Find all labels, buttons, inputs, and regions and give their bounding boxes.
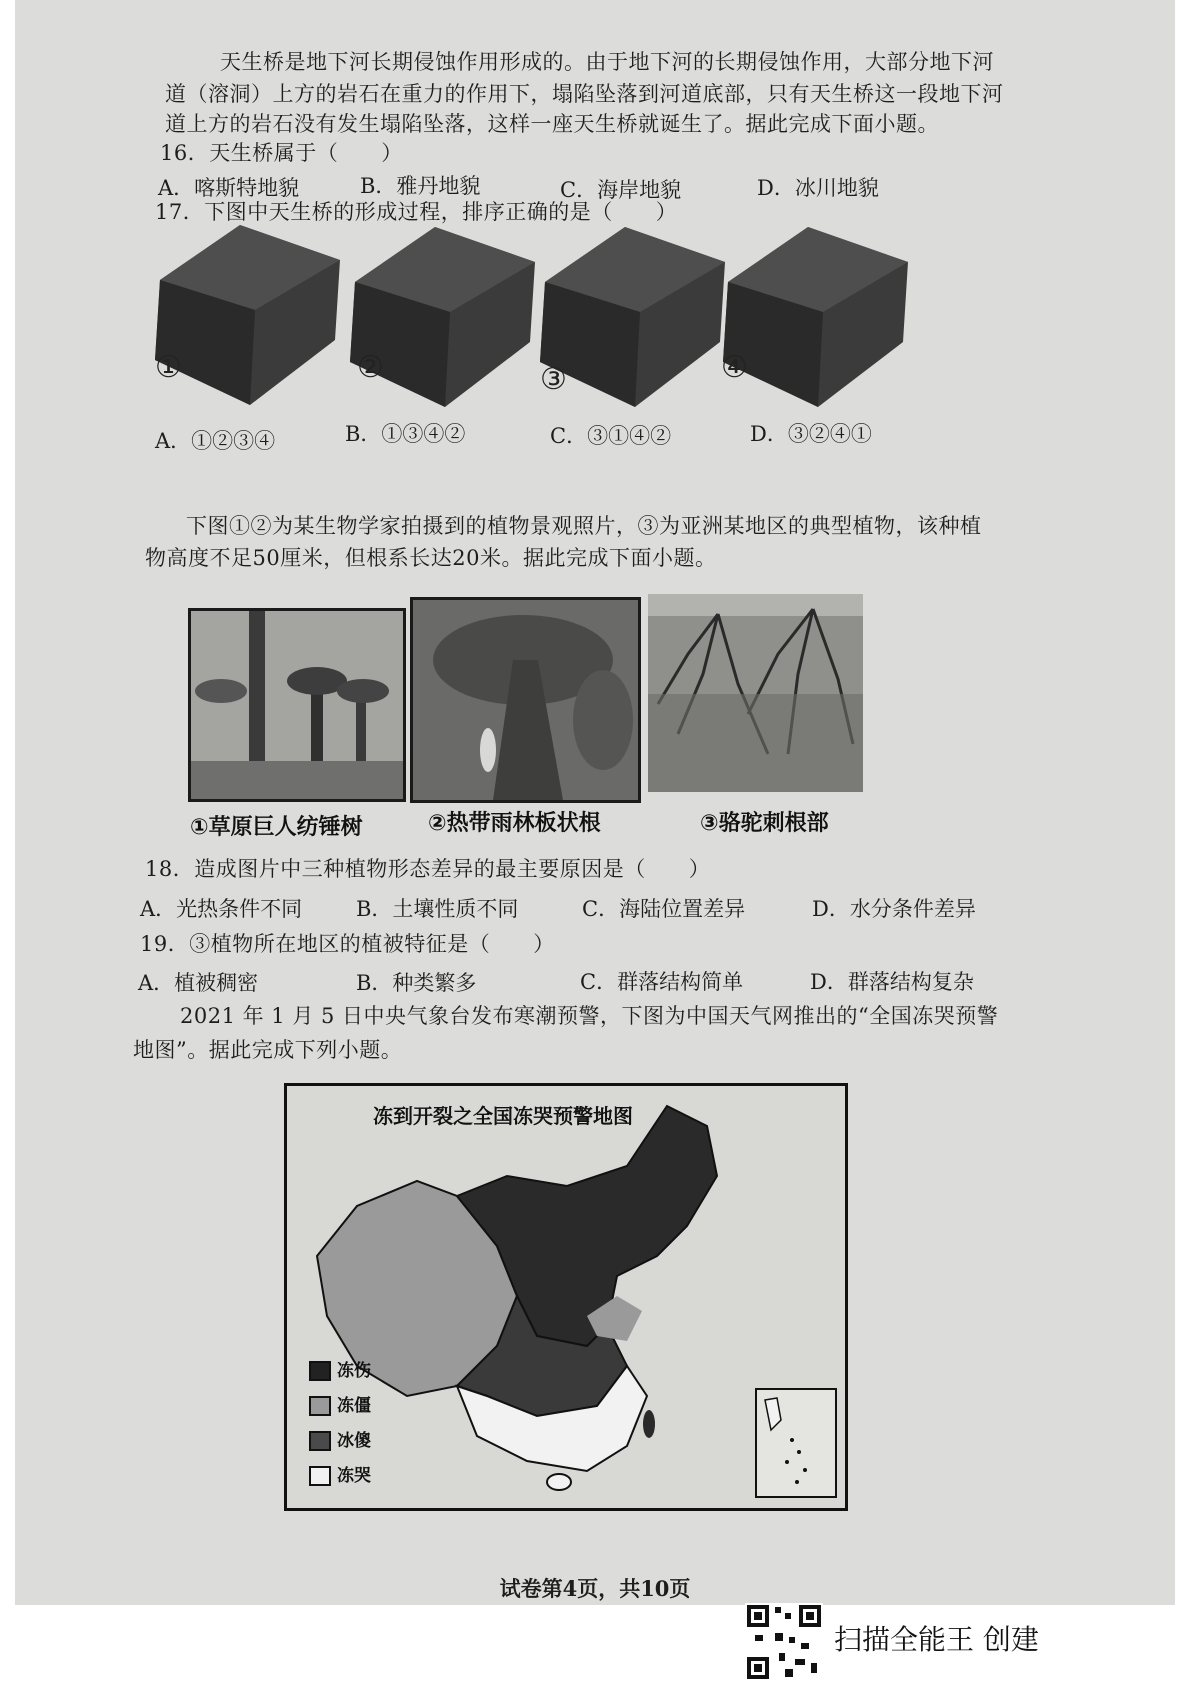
terrain-block-1 [150, 220, 350, 420]
china-warning-map [284, 1083, 848, 1511]
figure-label-3: ③ [540, 362, 567, 397]
q19-stem: 19．③植物所在地区的植被特征是（ ） [140, 932, 555, 956]
photo-baobab [188, 608, 406, 802]
caption-photo-2: ②热带雨林板状根 [428, 811, 601, 836]
legend-item-dongku: 冻哭 [309, 1461, 371, 1486]
q18-stem: 18．造成图片中三种植物形态差异的最主要原因是（ ） [145, 857, 711, 881]
q17-stem: 17．下图中天生桥的形成过程，排序正确的是（ ） [155, 200, 678, 224]
page-footer: 试卷第4页，共10页 [499, 1576, 691, 1601]
terrain-block-4 [718, 222, 918, 422]
q19-option-d[interactable]: D．群落结构复杂 [810, 970, 974, 994]
figure-label-2: ② [357, 350, 384, 385]
passage2-line1: 下图①②为某生物学家拍摄到的植物景观照片，③为亚洲某地区的典型植物，该种植 [186, 514, 982, 538]
q17-option-a[interactable]: A．①②③④ [155, 429, 276, 453]
passage1-line3: 道上方的岩石没有发生塌陷坠落，这样一座天生桥就诞生了。据此完成下面小题。 [165, 112, 939, 136]
passage2-line2: 物高度不足50厘米，但根系长达20米。据此完成下面小题。 [145, 546, 717, 570]
q17-option-b[interactable]: B．①③④② [345, 422, 466, 446]
q16-option-d[interactable]: D．冰川地貌 [757, 176, 879, 200]
q19-option-a[interactable]: A．植被稠密 [138, 971, 259, 995]
q17-option-d[interactable]: D．③②④① [750, 422, 872, 446]
q19-option-c[interactable]: C．群落结构简单 [580, 970, 744, 994]
legend-item-bingsha: 冰傻 [309, 1426, 371, 1451]
q16-option-a[interactable]: A．喀斯特地貌 [158, 176, 300, 200]
south-china-sea-inset [755, 1388, 837, 1498]
qr-code-icon [745, 1603, 823, 1681]
q16-option-c[interactable]: C．海岸地貌 [560, 178, 682, 202]
legend-item-dongshang: 冻伤 [309, 1356, 371, 1381]
map-title: 冻到开裂之全国冻哭预警地图 [373, 1104, 633, 1128]
scanner-watermark: 扫描全能王 创建 [834, 1623, 1039, 1656]
q18-option-b[interactable]: B．土壤性质不同 [356, 897, 519, 921]
caption-photo-1: ①草原巨人纺锤树 [190, 815, 363, 840]
caption-photo-3: ③骆驼刺根部 [700, 811, 829, 836]
q19-option-b[interactable]: B．种类繁多 [356, 971, 477, 995]
photo-camelthorn-roots [648, 594, 863, 792]
terrain-block-2 [345, 222, 545, 422]
legend-item-dongjiang: 冻僵 [309, 1391, 371, 1416]
q17-option-c[interactable]: C．③①④② [550, 424, 672, 448]
figure-label-1: ① [155, 350, 182, 385]
figure-label-4: ④ [721, 350, 748, 385]
q18-option-d[interactable]: D．水分条件差异 [812, 897, 976, 921]
passage1-line1: 天生桥是地下河长期侵蚀作用形成的。由于地下河的长期侵蚀作用，大部分地下河 [220, 50, 994, 74]
passage1-line2: 道（溶洞）上方的岩石在重力的作用下，塌陷坠落到河道底部，只有天生桥这一段地下河 [165, 82, 1004, 106]
passage3-line2: 地图”。据此完成下列小题。 [133, 1038, 403, 1062]
q18-option-a[interactable]: A．光热条件不同 [140, 897, 303, 921]
q18-option-c[interactable]: C．海陆位置差异 [582, 897, 746, 921]
photo-buttress-roots [410, 597, 641, 803]
q16-option-b[interactable]: B．雅丹地貌 [360, 174, 481, 198]
q16-stem: 16．天生桥属于（ ） [160, 141, 403, 165]
passage3-line1: 2021 年 1 月 5 日中央气象台发布寒潮预警，下图为中国天气网推出的“全国冻哭预警 [180, 1004, 999, 1028]
